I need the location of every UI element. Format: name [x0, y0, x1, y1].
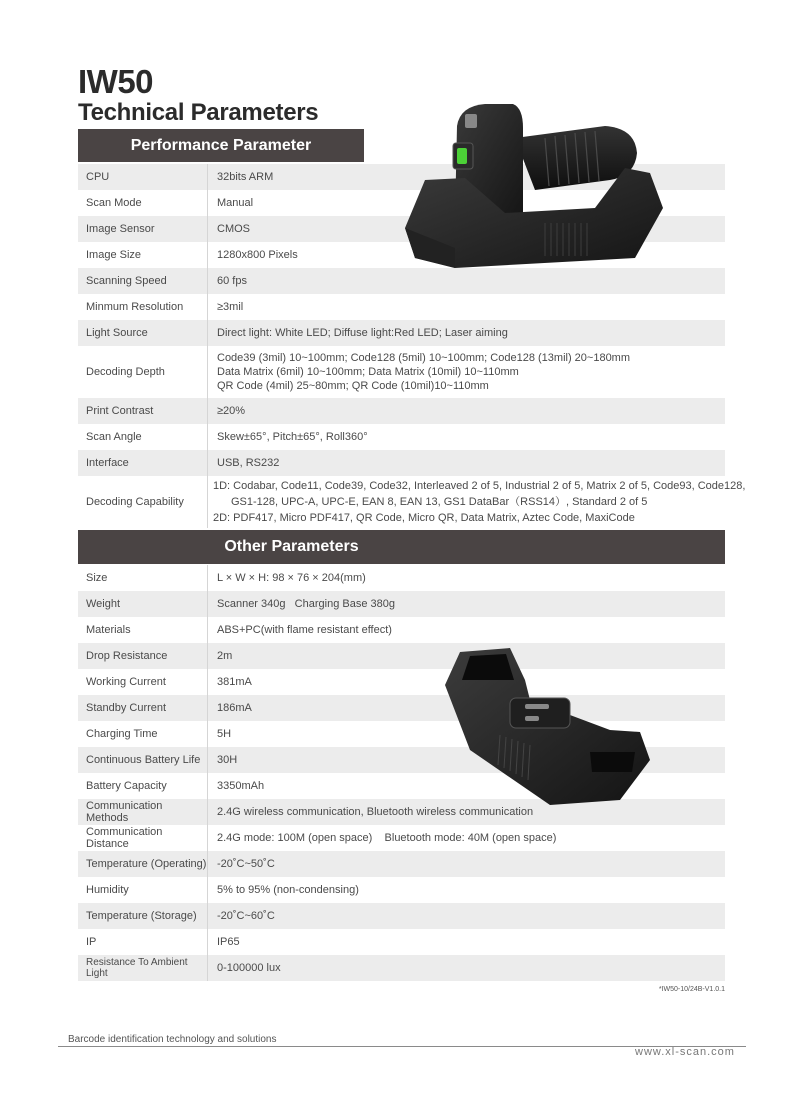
table-row: [78, 424, 725, 450]
param-value: CMOS: [217, 223, 250, 235]
page-title: Technical Parameters: [78, 99, 319, 126]
param-value: 2m: [217, 650, 233, 662]
param-label: Communication Distance: [78, 825, 208, 851]
value-line: 2D: PDF417, Micro PDF417, QR Code, Micro QR, Data Matrix, Aztec Code, MaxiCode: [213, 512, 635, 524]
param-label: Communication Methods: [78, 799, 208, 825]
param-value: 1280x800 Pixels: [217, 249, 298, 261]
param-value: [208, 351, 630, 393]
param-value: -20˚C~50˚C: [217, 858, 275, 870]
param-label: Interface: [78, 450, 208, 476]
param-value: 5H: [217, 728, 232, 740]
param-label: Standby Current: [78, 695, 208, 721]
param-value: 60 fps: [217, 275, 247, 287]
table-row: [78, 565, 725, 591]
param-value: ABS+PC(with flame resistant effect): [217, 624, 392, 636]
param-label: Resistance To Ambient Light: [78, 955, 208, 981]
table-row: [78, 955, 725, 981]
table-row: [78, 320, 725, 346]
value-line: 1D: Codabar, Code11, Code39, Code32, Interleaved 2 of 5, Industrial 2 of 5, Matrix 2 of 5, Code93, Code128,: [213, 480, 746, 492]
param-value: [208, 478, 745, 526]
param-label: Size: [78, 565, 208, 591]
param-value: ≥3mil: [217, 301, 244, 313]
table-row: [78, 851, 725, 877]
param-label: Scanning Speed: [78, 268, 208, 294]
param-label: Scan Angle: [78, 424, 208, 450]
param-label: Image Sensor: [78, 216, 208, 242]
page-title-model: IW50: [78, 63, 154, 100]
table-row: [78, 398, 725, 424]
table-row: [78, 591, 725, 617]
param-value: Scanner 340g Charging Base 380g: [217, 598, 395, 610]
param-value: Direct light: White LED; Diffuse light:Red LED; Laser aiming: [217, 327, 508, 339]
value-line: Data Matrix (6mil) 10~100mm; Data Matrix (10mil) 10~110mm: [217, 366, 519, 378]
param-label: Working Current: [78, 669, 208, 695]
param-value: 2.4G wireless communication, Bluetooth wireless communication: [217, 806, 534, 818]
param-value: 186mA: [217, 702, 252, 714]
param-label: Image Size: [78, 242, 208, 268]
table-row: [78, 903, 725, 929]
param-value: 30H: [217, 754, 238, 766]
param-value: 0-100000 lux: [217, 962, 281, 974]
param-label: Materials: [78, 617, 208, 643]
value-line: GS1-128, UPC-A, UPC-E, EAN 8, EAN 13, GS1 DataBar（RSS14）, Standard 2 of 5: [231, 496, 648, 508]
param-label: Decoding Capability: [78, 476, 208, 528]
table-row: [78, 877, 725, 903]
param-value: 2.4G mode: 100M (open space) Bluetooth mode: 40M (open space): [217, 832, 557, 844]
param-value: 32bits ARM: [217, 171, 274, 183]
scanner-product-image: [395, 98, 665, 273]
param-label: Minmum Resolution: [78, 294, 208, 320]
other-section-title: Other Parameters: [224, 538, 359, 555]
param-label: Charging Time: [78, 721, 208, 747]
document-reference: *IW50-10/24B-V1.0.1: [658, 986, 725, 993]
table-row: [78, 476, 746, 528]
charging-base-image: [440, 640, 655, 810]
param-value: -20˚C~60˚C: [217, 910, 275, 922]
param-label: Weight: [78, 591, 208, 617]
table-row: [78, 825, 725, 851]
param-label: Print Contrast: [78, 398, 208, 424]
param-value: ≥20%: [217, 405, 246, 417]
performance-section-header: Performance Parameter: [78, 129, 364, 162]
param-value: Manual: [217, 197, 254, 209]
param-label: Light Source: [78, 320, 208, 346]
param-value: 5% to 95% (non-condensing): [217, 884, 359, 896]
param-value: IP65: [217, 936, 240, 948]
footer-tagline: Barcode identification technology and solutions: [68, 1034, 277, 1045]
value-line: QR Code (4mil) 25~80mm; QR Code (10mil)10~110mm: [217, 380, 489, 392]
param-value: L × W × H: 98 × 76 × 204(mm): [217, 572, 366, 584]
param-label: Drop Resistance: [78, 643, 208, 669]
param-label: Humidity: [78, 877, 208, 903]
footer-website: www.xl-scan.com: [635, 1046, 735, 1058]
table-row: [78, 450, 725, 476]
param-value: Skew±65°, Pitch±65°, Roll360°: [217, 431, 368, 443]
other-section-header: [78, 530, 725, 564]
param-label: CPU: [78, 164, 208, 190]
value-line: Code39 (3mil) 10~100mm; Code128 (5mil) 10~100mm; Code128 (13mil) 20~180mm: [217, 352, 631, 364]
param-label: Scan Mode: [78, 190, 208, 216]
table-row: [78, 929, 725, 955]
param-value: 381mA: [217, 676, 252, 688]
table-row: [78, 294, 725, 320]
param-label: IP: [78, 929, 208, 955]
param-label: Battery Capacity: [78, 773, 208, 799]
param-label: Temperature (Storage): [78, 903, 208, 929]
param-label: Temperature (Operating): [78, 851, 208, 877]
param-value: USB, RS232: [217, 457, 280, 469]
table-row: [78, 346, 725, 398]
param-label: Continuous Battery Life: [78, 747, 208, 773]
param-label: Decoding Depth: [78, 346, 208, 398]
param-value: 3350mAh: [217, 780, 265, 792]
